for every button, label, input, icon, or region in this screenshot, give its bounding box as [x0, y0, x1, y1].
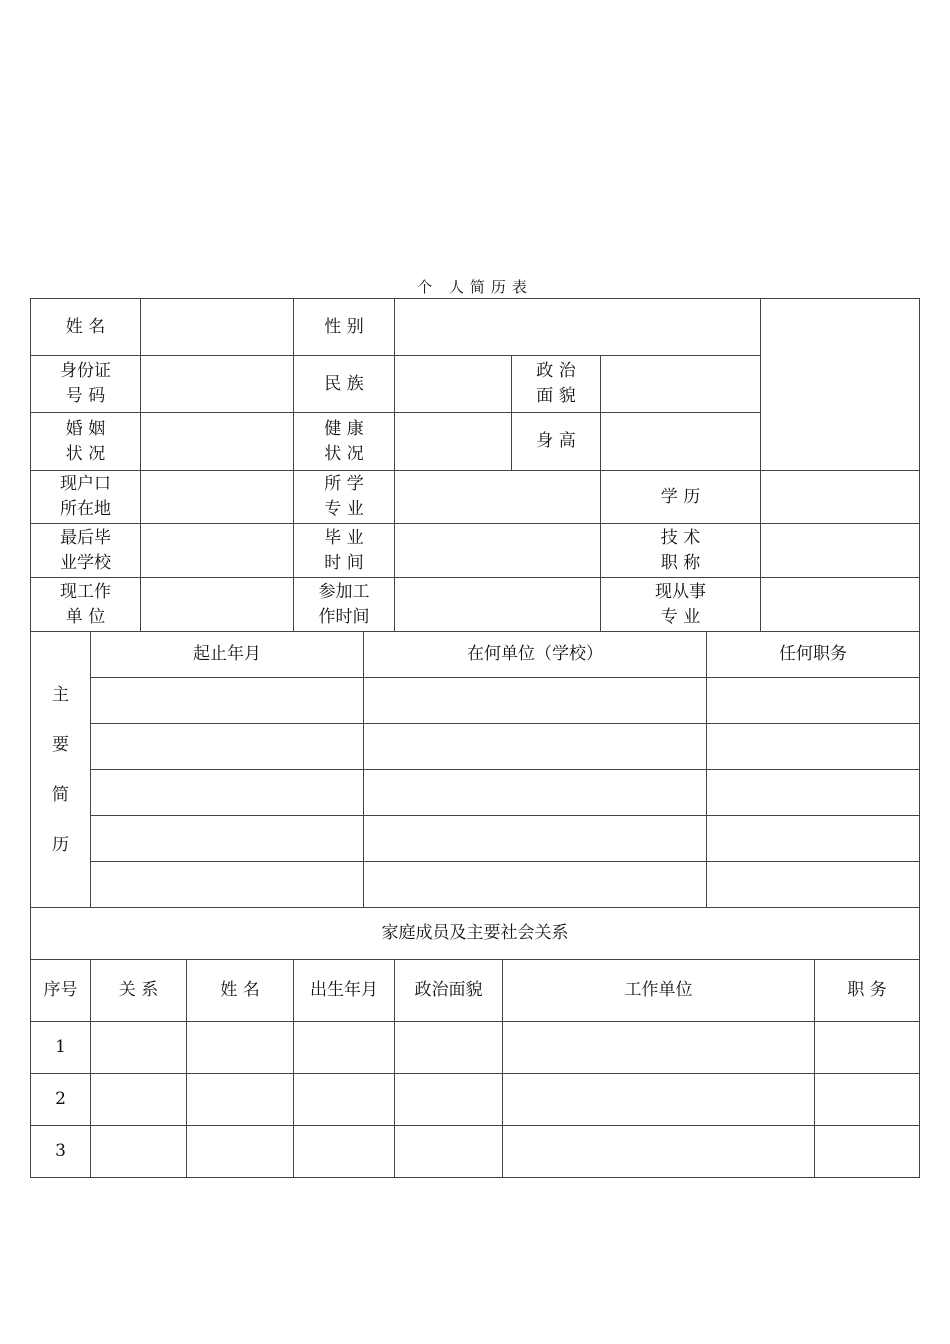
hukou-label: 现户口 所在地 — [31, 471, 141, 524]
health-field[interactable] — [395, 413, 512, 471]
resume-header-period: 起止年月 — [91, 632, 364, 678]
resume-unit-cell[interactable] — [364, 724, 707, 770]
family-row-index: 2 — [31, 1074, 91, 1126]
family-birth-cell[interactable] — [294, 1022, 395, 1074]
family-name-cell[interactable] — [187, 1074, 294, 1126]
current-profession-field[interactable] — [761, 578, 920, 632]
id-number-label: 身份证 号 码 — [31, 356, 141, 413]
family-workplace-cell[interactable] — [503, 1074, 815, 1126]
family-header-political: 政治面貌 — [395, 960, 503, 1022]
resume-unit-cell[interactable] — [364, 678, 707, 724]
graduation-time-field[interactable] — [395, 524, 601, 578]
family-birth-cell[interactable] — [294, 1074, 395, 1126]
work-unit-label: 现工作 单 位 — [31, 578, 141, 632]
family-workplace-cell[interactable] — [503, 1022, 815, 1074]
table-row — [31, 1022, 920, 1074]
tech-title-label: 技 术 职 称 — [601, 524, 761, 578]
resume-period-cell[interactable] — [91, 816, 364, 862]
marital-status-label: 婚 姻 状 况 — [31, 413, 141, 471]
height-field[interactable] — [601, 413, 761, 471]
family-position-cell[interactable] — [815, 1022, 920, 1074]
resume-period-cell[interactable] — [91, 770, 364, 816]
family-row-index: 1 — [31, 1022, 91, 1074]
family-political-cell[interactable] — [395, 1126, 503, 1178]
family-header-index: 序号 — [31, 960, 91, 1022]
ethnicity-label: 民 族 — [294, 356, 395, 413]
health-label: 健 康 状 况 — [294, 413, 395, 471]
resume-position-cell[interactable] — [707, 678, 920, 724]
family-relation-cell[interactable] — [91, 1022, 187, 1074]
resume-unit-cell[interactable] — [364, 770, 707, 816]
resume-unit-cell[interactable] — [364, 862, 707, 908]
family-row-index: 3 — [31, 1126, 91, 1178]
ethnicity-field[interactable] — [395, 356, 512, 413]
political-status-field[interactable] — [601, 356, 761, 413]
work-start-field[interactable] — [395, 578, 601, 632]
major-field[interactable] — [395, 471, 601, 524]
major-label: 所 学 专 业 — [294, 471, 395, 524]
id-number-field[interactable] — [141, 356, 294, 413]
family-header-relation: 关 系 — [91, 960, 187, 1022]
work-unit-field[interactable] — [141, 578, 294, 632]
family-name-cell[interactable] — [187, 1022, 294, 1074]
page-title: 个 人简历表 — [417, 278, 533, 296]
work-start-label: 参加工 作时间 — [294, 578, 395, 632]
resume-header-unit: 在何单位（学校） — [364, 632, 707, 678]
family-relation-cell[interactable] — [91, 1074, 187, 1126]
family-workplace-cell[interactable] — [503, 1126, 815, 1178]
name-field[interactable] — [141, 299, 294, 356]
photo-area[interactable] — [761, 299, 920, 471]
political-status-label: 政 治 面 貌 — [512, 356, 601, 413]
marital-status-field[interactable] — [141, 413, 294, 471]
education-label: 学 历 — [601, 471, 761, 524]
resume-period-cell[interactable] — [91, 862, 364, 908]
family-relation-cell[interactable] — [91, 1126, 187, 1178]
resume-position-cell[interactable] — [707, 816, 920, 862]
family-birth-cell[interactable] — [294, 1126, 395, 1178]
family-political-cell[interactable] — [395, 1074, 503, 1126]
basic-info-table — [30, 298, 920, 632]
resume-side-label: 主 要 简 历 — [31, 632, 91, 908]
resume-unit-cell[interactable] — [364, 816, 707, 862]
gender-label: 性 别 — [294, 299, 395, 356]
resume-position-cell[interactable] — [707, 770, 920, 816]
gender-field[interactable] — [395, 299, 761, 356]
table-row — [31, 1126, 920, 1178]
height-label: 身 高 — [512, 413, 601, 471]
tech-title-field[interactable] — [761, 524, 920, 578]
family-header-name: 姓 名 — [187, 960, 294, 1022]
graduation-time-label: 毕 业 时 间 — [294, 524, 395, 578]
family-table — [30, 907, 920, 1178]
family-header-birth: 出生年月 — [294, 960, 395, 1022]
resume-period-cell[interactable] — [91, 678, 364, 724]
family-heading: 家庭成员及主要社会关系 — [31, 908, 920, 960]
family-position-cell[interactable] — [815, 1074, 920, 1126]
current-profession-label: 现从事 专 业 — [601, 578, 761, 632]
family-political-cell[interactable] — [395, 1022, 503, 1074]
last-school-field[interactable] — [141, 524, 294, 578]
resume-header-position: 任何职务 — [707, 632, 920, 678]
resume-position-cell[interactable] — [707, 724, 920, 770]
hukou-field[interactable] — [141, 471, 294, 524]
resume-period-cell[interactable] — [91, 724, 364, 770]
resume-position-cell[interactable] — [707, 862, 920, 908]
family-position-cell[interactable] — [815, 1126, 920, 1178]
family-header-workplace: 工作单位 — [503, 960, 815, 1022]
education-field[interactable] — [761, 471, 920, 524]
family-name-cell[interactable] — [187, 1126, 294, 1178]
last-school-label: 最后毕 业学校 — [31, 524, 141, 578]
table-row — [31, 1074, 920, 1126]
family-header-position: 职 务 — [815, 960, 920, 1022]
resume-table — [30, 631, 920, 908]
name-label: 姓 名 — [31, 299, 141, 356]
